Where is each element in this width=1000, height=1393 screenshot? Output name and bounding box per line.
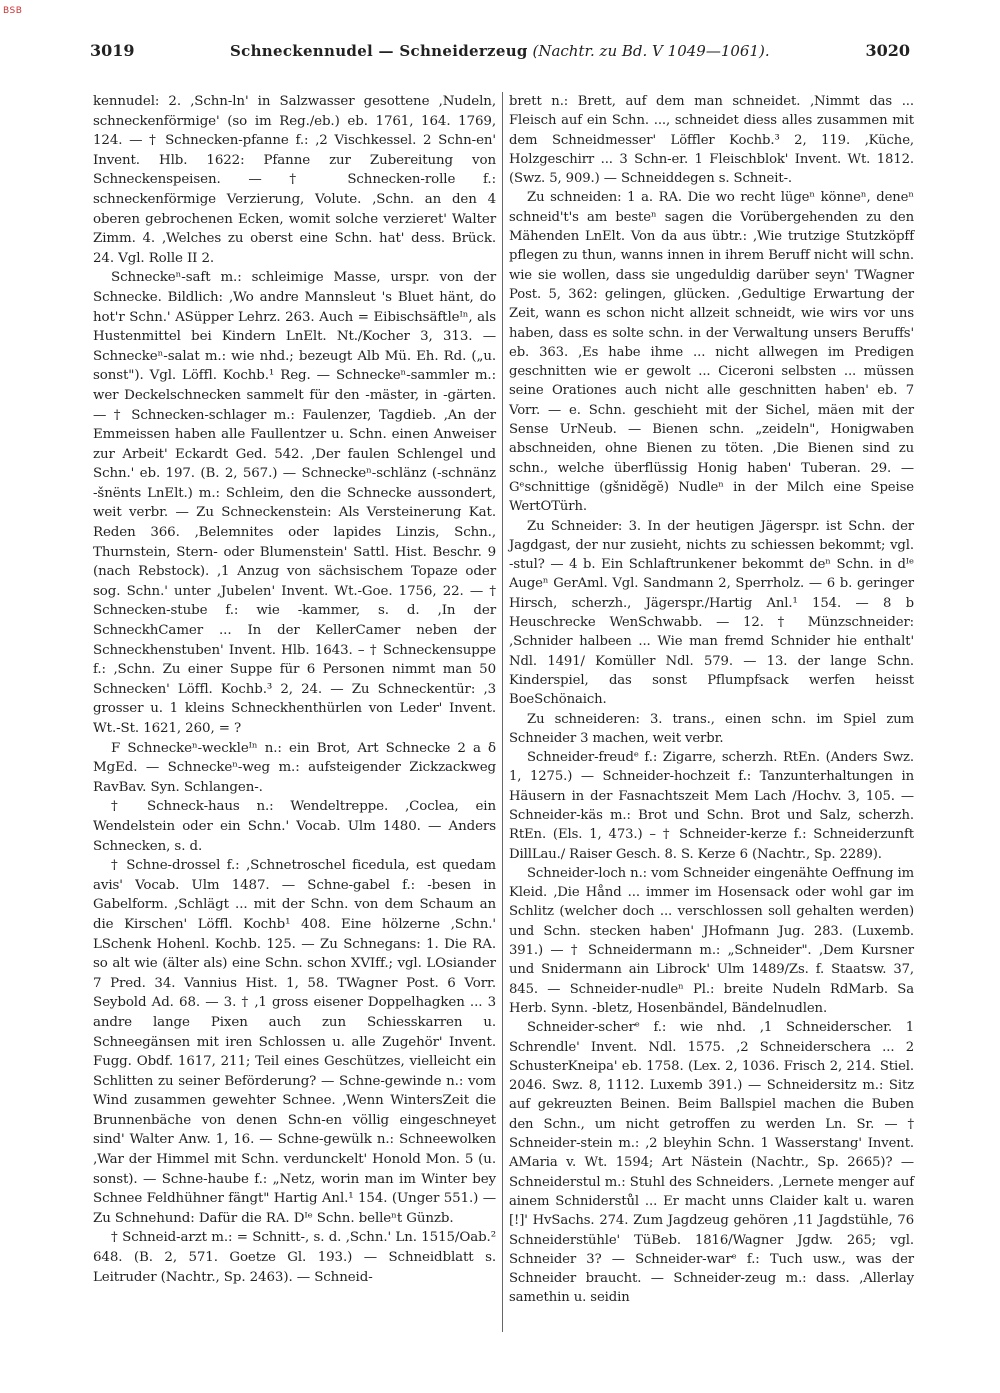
library-stamp: BSB bbox=[3, 6, 23, 16]
entry-paragraph: brett n.: Brett, auf dem man schneidet. ‚Nimmt das ... Fleisch auf ein Schn. ..., schneidet diess alles zusammen mit dem Schneidmesser' Löffler Kochb.³ 2, 119. ‚Küche, Holzgeschirr ... 3 Schn-er. 1 Fleischblok' Invent. Wt. 1812. (Swz. 5, 909.) — Schneiddegen s. Schneit-. bbox=[509, 94, 914, 187]
left-column bbox=[93, 92, 496, 1287]
page-header bbox=[90, 41, 910, 67]
entry-paragraph: F Schneckeⁿ-weckleᴵⁿ n.: ein Brot, Art Schnecke 2 a δ MgEd. — Schneckeⁿ-weg m.: aufsteigender Zickzackweg RavBav. Syn. Schlangen-. bbox=[93, 740, 496, 795]
entry-paragraph: Zu schneideren: 3. trans., einen schn. im Spiel zum Schneider 3 machen, weit verbr. bbox=[509, 711, 914, 746]
entry-paragraph: † Schneck-haus n.: Wendeltreppe. ‚Coclea, ein Wendelstein oder ein Schn.' Vocab. Ulm 1480. — Anders Schnecken, s. d. bbox=[93, 799, 496, 854]
entry-paragraph: Schneider-scherᵉ f.: wie nhd. ‚1 Schneiderscher. 1 Schrendle' Invent. Ndl. 1575. ‚2 Schneiderschera ... 2 SchusterKneipa' eb. 1758. (Lex. 2, 1036. Frisch 2, 214. Stiel. 2046. Swz. 8, 1112. Luxemb 391.) — Schneidersitz m.: Sitz auf gekreuzten Beinen. Beim Ballspiel machen die Buben den Schn., um nicht getroffen zu werden Ln. Sr. — † Schneider-stein m.: ‚2 bleyhin Schn. 1 Wasserstang' Invent. AMaria v. Wt. 1594; Art Nästein (Nachtr., Sp. 2665)? — Schneiderstul m.: Stuhl des Schneiders. ‚Lernete menger auf ainem Schniderstůl ... Er macht unns Claider kalt u. waren [!]' HvSachs. 274. Zum Jagdzeug gehören ‚11 Jagdstühle, 76 Schneiderstühle' TüBeb. 1816/Wagner Jgdw. 265; vgl. Schneider 3? — Schneider-warᵉ f.: Tuch usw., was der Schneider braucht. — Schneider-zeug m.: dass. ‚Allerlay samethin u. seidin bbox=[509, 1020, 914, 1306]
page-number-right: 3020 bbox=[865, 41, 910, 60]
entry-paragraph: Schneckeⁿ-saft m.: schleimige Masse, urspr. von der Schnecke. Bildlich: ‚Wo andre Mannsleut 's Bluet hänt, do hot'r Schn.' ASüpper Lehrz. 263. Auch = Eibischsäftleᴵⁿ, als Hustenmittel bei Kindern LnElt. Nt./Kocher 3, 313. — Schneckeⁿ-salat m.: wie nhd.; bezeugt Alb Mü. Eh. Rd. („u. sonst"). Vgl. Löffl. Kochb.¹ Reg. — Schneckeⁿ-sammler m.: wer Deckelschnecken sammelt für den -mäster, in -gärten. — † Schnecken-schlager m.: Faulenzer, Tagdieb. ‚An der Emmeissen haben alle Faullentzer u. Schn. einen Anweiser zur Arbeit' Eckardt Ged. 542. ‚Der faulen Schlengel und Schn.' eb. 197. (B. 2, 567.) — Schneckeⁿ-schlänz (-schnänz -šnënts LnElt.) m.: Schleim, den die Schnecke aussondert, weit verbr. — Zu Schneckenstein: Als Versteinerung Kat. Reden 366. ‚Belemnites oder lapides Linzis, Schn., Thurnstein, Stern- oder Blumenstein' Sattl. Hist. Beschr. 9 (nach Rebstock). ‚1 Anzug von sächsischem Topaze oder sog. Schn.' unter ‚Jubelen' Invent. Wt.-Goe. 1756, 22. — † Schnecken-stube f.: wie -kammer, s. d. ‚In der SchneckhCamer ... In der KellerCamer neben der Schneckhenstuben' Invent. Hlb. 1643. – † Schneckensuppe f.: ‚Schn. Zu einer Suppe für 6 Personen nimmt man 50 Schnecken' Löffl. Kochb.³ 2, 24. — Zu Schneckentür: ‚3 grosser u. 1 kleins Schneckhenthürlen von Leder' Invent. Wt.-St. 1621, 260, = ? bbox=[93, 270, 496, 736]
entry-paragraph: † Schneid-arzt m.: = Schnitt-, s. d. ‚Schn.' Ln. 1515/Oab.² 648. (B. 2, 571. Goetze Gl. 193.) — Schneidblatt s. Leitruder (Nachtr., Sp. 2463). — Schneid- bbox=[93, 1230, 496, 1285]
right-column bbox=[509, 92, 914, 1308]
running-head bbox=[230, 42, 770, 60]
entry-paragraph: Schneider-loch n.: vom Schneider eingenähte Oeffnung im Kleid. ‚Die Hånd ... immer im Hosensack oder wohl gar im Schlitz (welcher doch ... verschlossen soll gehalten werden) und Schn. stecken haben' JHofmann Jug. 283. (Luxemb. 391.) — † Schneidermann m.: „Schneider". ‚Dem Kursner und Snidermann ain Librock' Ulm 1489/Zs. f. Staatsw. 37, 845. — Schneider-nudleⁿ Pl.: breite Nudeln RdMarb. Sa Herb. Synn. -bletz, Hosenbändel, Bändelnudlen. bbox=[509, 865, 914, 1016]
column-divider bbox=[502, 92, 503, 1332]
page-number-left: 3019 bbox=[90, 41, 135, 60]
entry-paragraph: Zu schneiden: 1 a. RA. Die wo recht lügeⁿ könneⁿ, deneⁿ schneid't's am besteⁿ sagen die Vorübergehenden zu den Mähenden LnElt. Von da aus übtr.: ‚Wie trutzige Stutzköpff pflegen zu thun, wanns innen in ihrem Beruff nicht will schn. wie sie wollen, dass sie ungeduldig darüber seyn' TWagner Post. 5, 362: gelingen, glücken. ‚Gedultige Erwartung der Zeit, wann es schon nicht allzeit schneidt, wie wirs vor uns haben, dass es solte schn. in der Verwaltung unsers Beruffs' eb. 363. ‚Es habe ihme ... nicht allwegen im Predigen geschnitten wie er gewolt ... Ciceroni selbsten ... müssen seine Orationes auch nicht alle geschnitten haben' eb. 7 Vorr. — e. Schn. geschieht mit der Sichel, mäen mit der Sense UrNeub. — Bienen schn. „zeideln", Honigwaben abschneiden, ohne Bienen zu töten. ‚Die Bienen sind zu schn., welche überflüssig Honig haben' Tuberan. 29. — Gᵉschnittige (gšnidĕgĕ) Nudleⁿ in der Milch eine Speise WertOTürh. bbox=[509, 190, 914, 515]
entry-paragraph: Zu Schneider: 3. In der heutigen Jägerspr. ist Schn. der Jagdgast, der nur zusieht, nichts zu schiessen bekommt; vgl. -stul? — 4 b. Ein Schlaftrunkener bekommt deⁿ Schn. in dᴵᵉ Augeⁿ GerAml. Vgl. Sandmann 2, Sperrholz. — 6 b. geringer Hirsch, scherzh., Jägerspr./Hartig Anl.¹ 154. — 8 b Heuschrecke WenSchwabb. — 12. † Münzschneider: ‚Schnider halbeen ... Wie man fremd Schnider hie enthalt' Ndl. 1491/ Komüller Ndl. 579. — 13. der lange Schn. Kinderspiel, das sonst Pflumpfsack werfen heisst BoeSchönaich. bbox=[509, 518, 914, 708]
running-head-title: Schneckennudel — Schneiderzeug bbox=[230, 42, 528, 60]
running-head-subtitle: (Nachtr. zu Bd. V 1049—1061). bbox=[532, 42, 770, 60]
entry-paragraph: Schneider-freudᵉ f.: Zigarre, scherzh. RtEn. (Anders Swz. 1, 1275.) — Schneider-hochzeit f.: Tanzunterhaltungen in Häusern in der Fasnachtszeit Mem Lach /Hochv. 3, 105. — Schneider-käs m.: Brot und Schn. Brot und Salz, scherzh. RtEn. (Els. 1, 473.) – † Schneider-kerze f.: Schneiderzunft DillLau./ Raiser Gesch. 8. S. Kerze 6 (Nachtr., Sp. 2289). bbox=[509, 750, 914, 862]
entry-paragraph: kennudel: 2. ‚Schn-ln' in Salzwasser gesottene ‚Nudeln, schneckenförmige' (so im Reg./eb.) eb. 1761, 164. 1769, 124. — † Schnecken-pfanne f.: ‚2 Vischkessel. 2 Schn-en' Invent. Hlb. 1622: Pfanne zur Zubereitung von Schneckenspeisen. — † Schnecken-rolle f.: schneckenförmige Verzierung, Volute. ‚Schn. an den 4 oberen gebrochenen Ecken, womit solche verzieret' Walter Zimm. 4. ‚Welches zu oberst eine Schn. hat' dess. Brück. 24. Vgl. Rolle II 2. bbox=[93, 94, 496, 266]
entry-paragraph: † Schne-drossel f.: ‚Schnetroschel ficedula, est quedam avis' Vocab. Ulm 1487. — Schne-gabel f.: -besen in Gabelform. ‚Schlägt ... mit der Schn. von dem Schaum an die Kirschen' Löffl. Kochb¹ 408. Eine hölzerne ‚Schn.' LSchenk Hohenl. Kochb. 125. — Zu Schnegans: 1. Die RA. so alt wie (älter als) eine Schn. schon XVIff.; vgl. LOsiander 7 Pred. 34. Vannius Hist. 1, 58. TWagner Post. 6 Vorr. Seybold Ad. 68. — 3. † ‚1 gross eisener Doppelhagken ... 3 andre lange Pixen auch zun Schiesskarren u. Schneegänsen mit iren Schlossen u. alle Zugehör' Invent. Fugg. Obdf. 1617, 211; Teil eines Geschützes, vielleicht ein Schlitten zu seiner Beförderung? — Schne-gewinde n.: vom Wind zusammen gewehter Schnee. ‚Wenn WintersZeit die Brunnenbäche von denen Schn-en völlig eingeschneyet sind' Walter Anw. 1, 16. — Schne-gewülk n.: Schneewolken ‚War der Himmel mit Schn. verdunckelt' Honold Mon. 5 (u. sonst). — Schne-haube f.: „Netz, worin man im Winter bey Schnee Feldhühner fängt" Hartig Anl.¹ 154. (Unger 551.) — Zu Schnehund: Dafür die RA. Dᴵᵉ Schn. belleⁿt Günzb. bbox=[93, 858, 496, 1226]
